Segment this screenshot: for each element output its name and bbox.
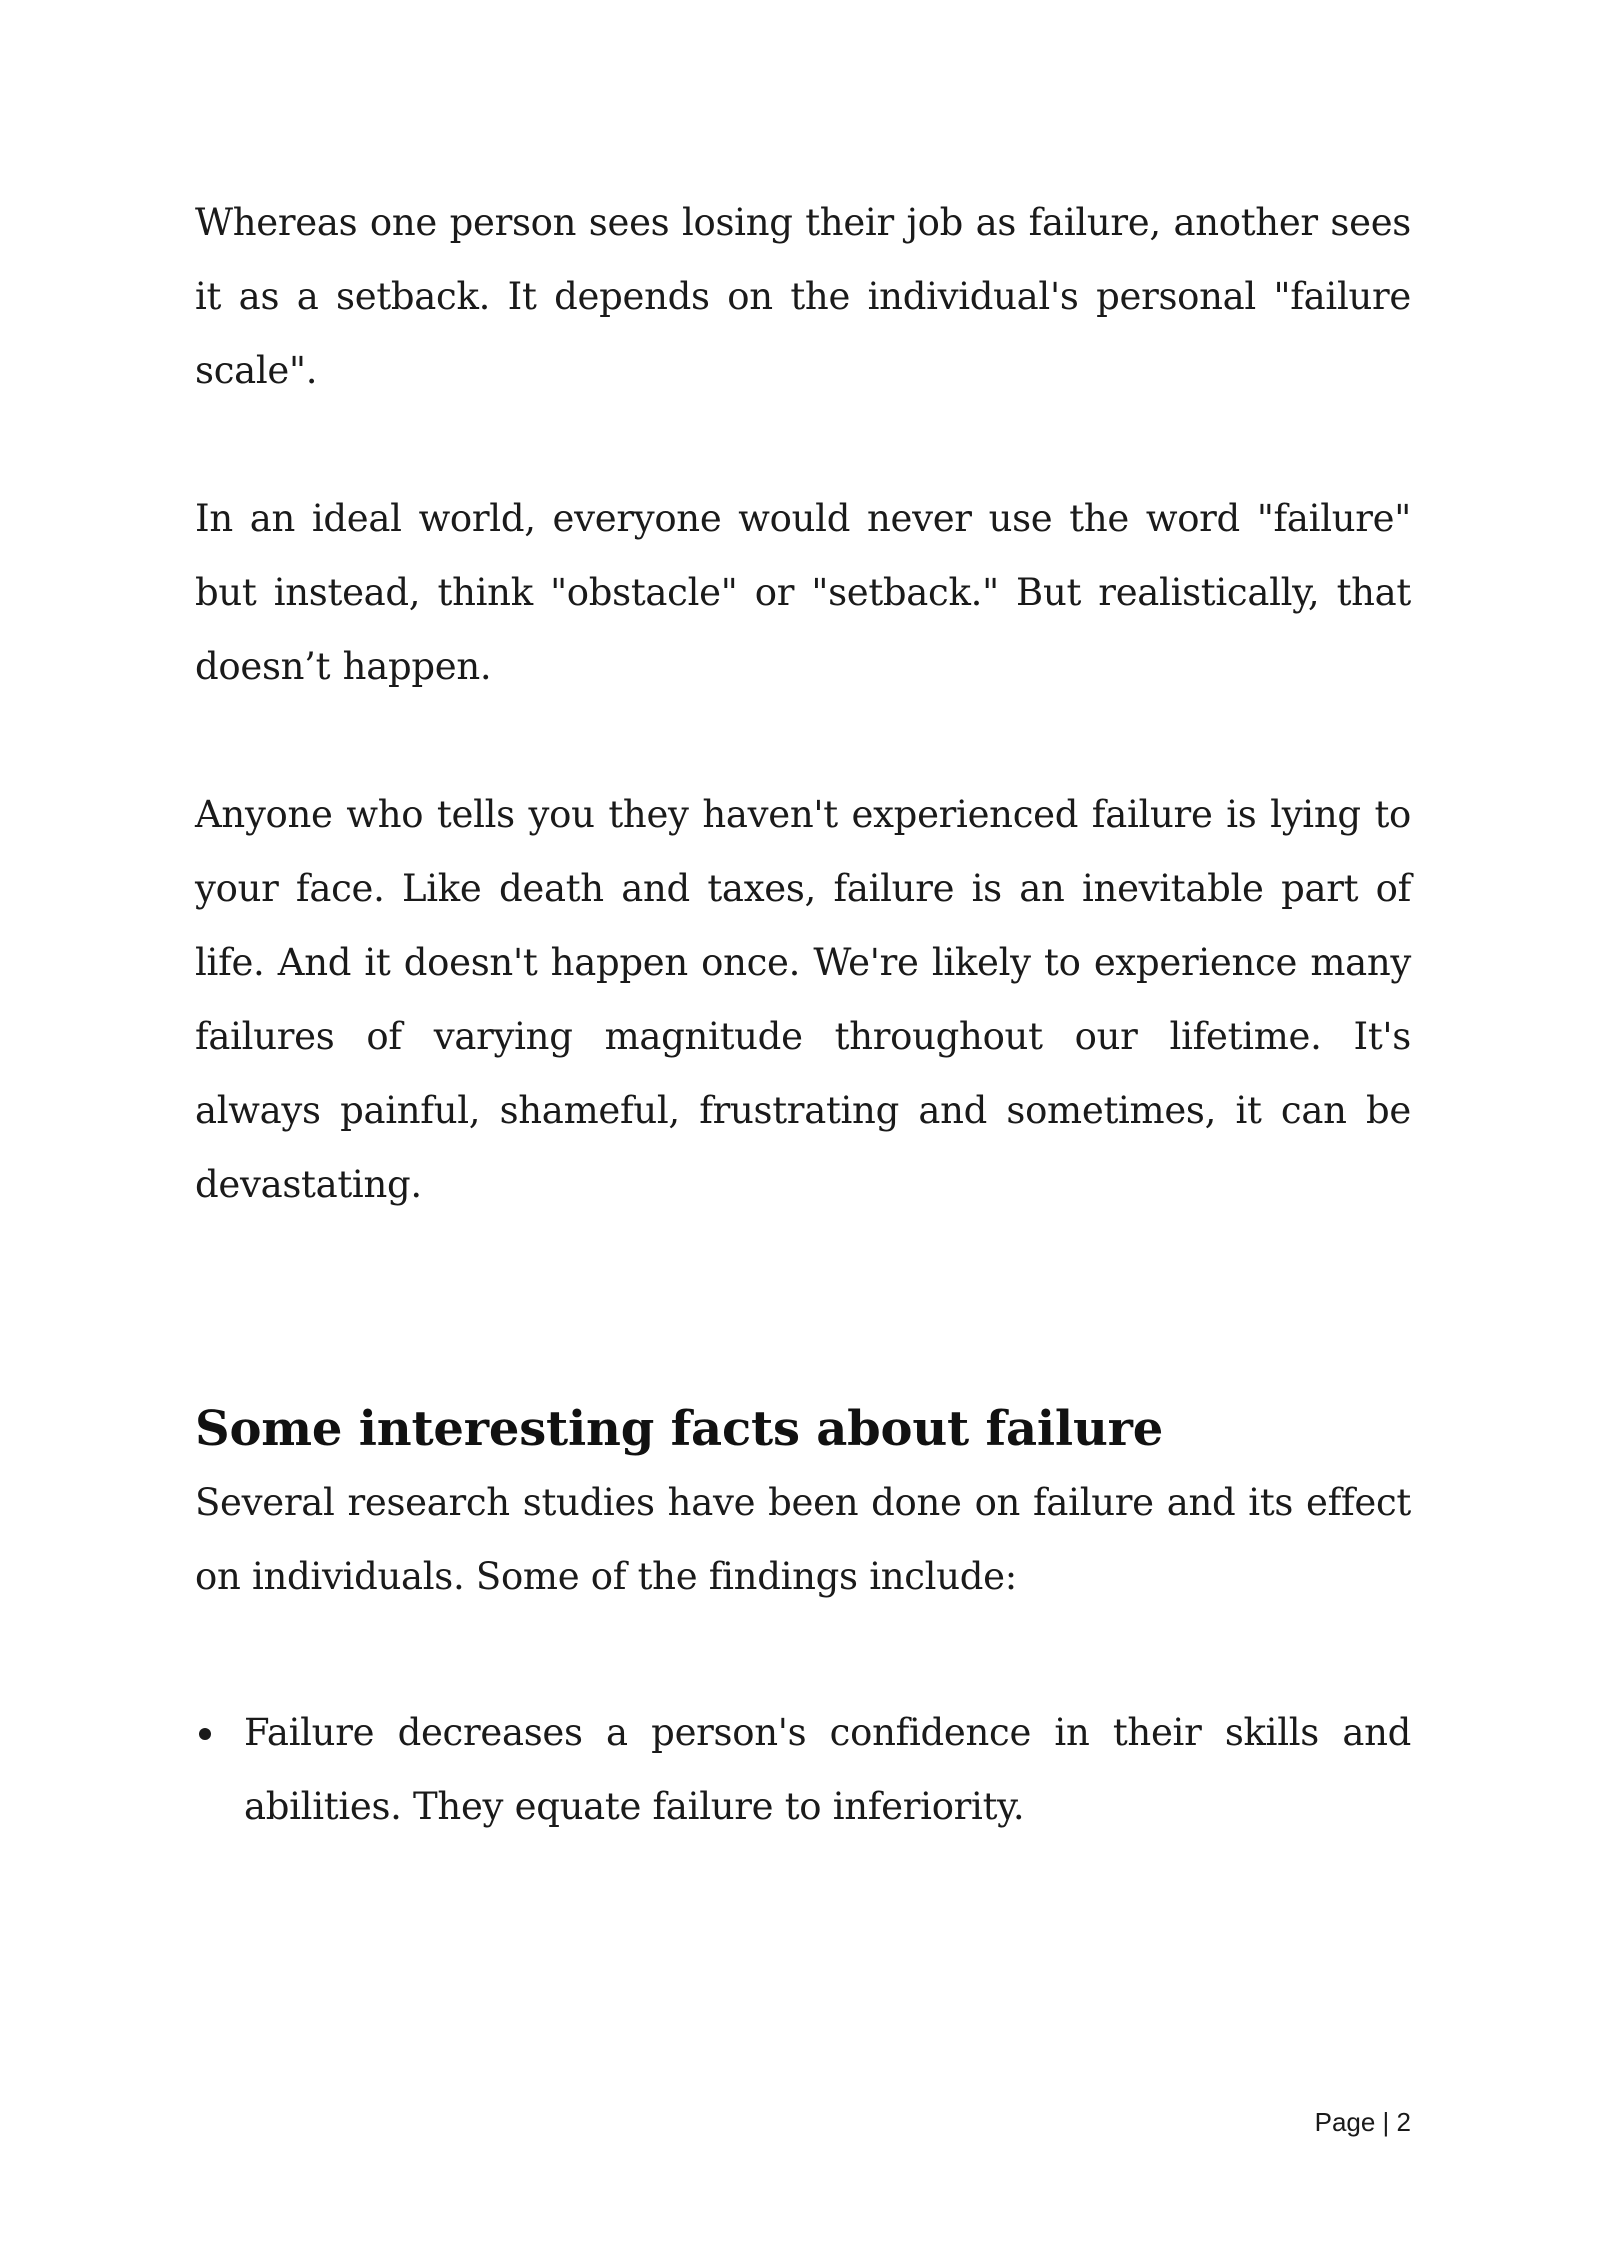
paragraph-2: In an ideal world, everyone would never use the word "failure" but instead, think "obstacle" or "setback." But realistically, that doesn’t happen. — [195, 497, 1411, 688]
list-item-text: Failure decreases a person's confidence in their skills and abilities. They equate failure to inferiority. — [244, 1711, 1411, 1828]
paragraph-1: Whereas one person sees losing their job as failure, another sees it as a setback. It depends on the individual's personal "failure scale". — [195, 201, 1411, 392]
page-content — [195, 186, 1411, 1844]
findings-list — [195, 1696, 1411, 1844]
bullet-icon — [199, 1728, 211, 1740]
page-number: Page | 2 — [1314, 2107, 1411, 2137]
section-heading: Some interesting facts about failure — [195, 1401, 1164, 1457]
section-intro: Several research studies have been done on failure and its effect on individuals. Some of the findings include: — [195, 1481, 1411, 1598]
list-item — [195, 1696, 1411, 1844]
paragraph-3: Anyone who tells you they haven't experienced failure is lying to your face. Like death and taxes, failure is an inevitable part of life. And it doesn't happen once. We're likely to experience many failures of varying magnitude throughout our lifetime. It's always painful, shameful, frustrating and sometimes, it can be devastating. — [195, 793, 1411, 1206]
